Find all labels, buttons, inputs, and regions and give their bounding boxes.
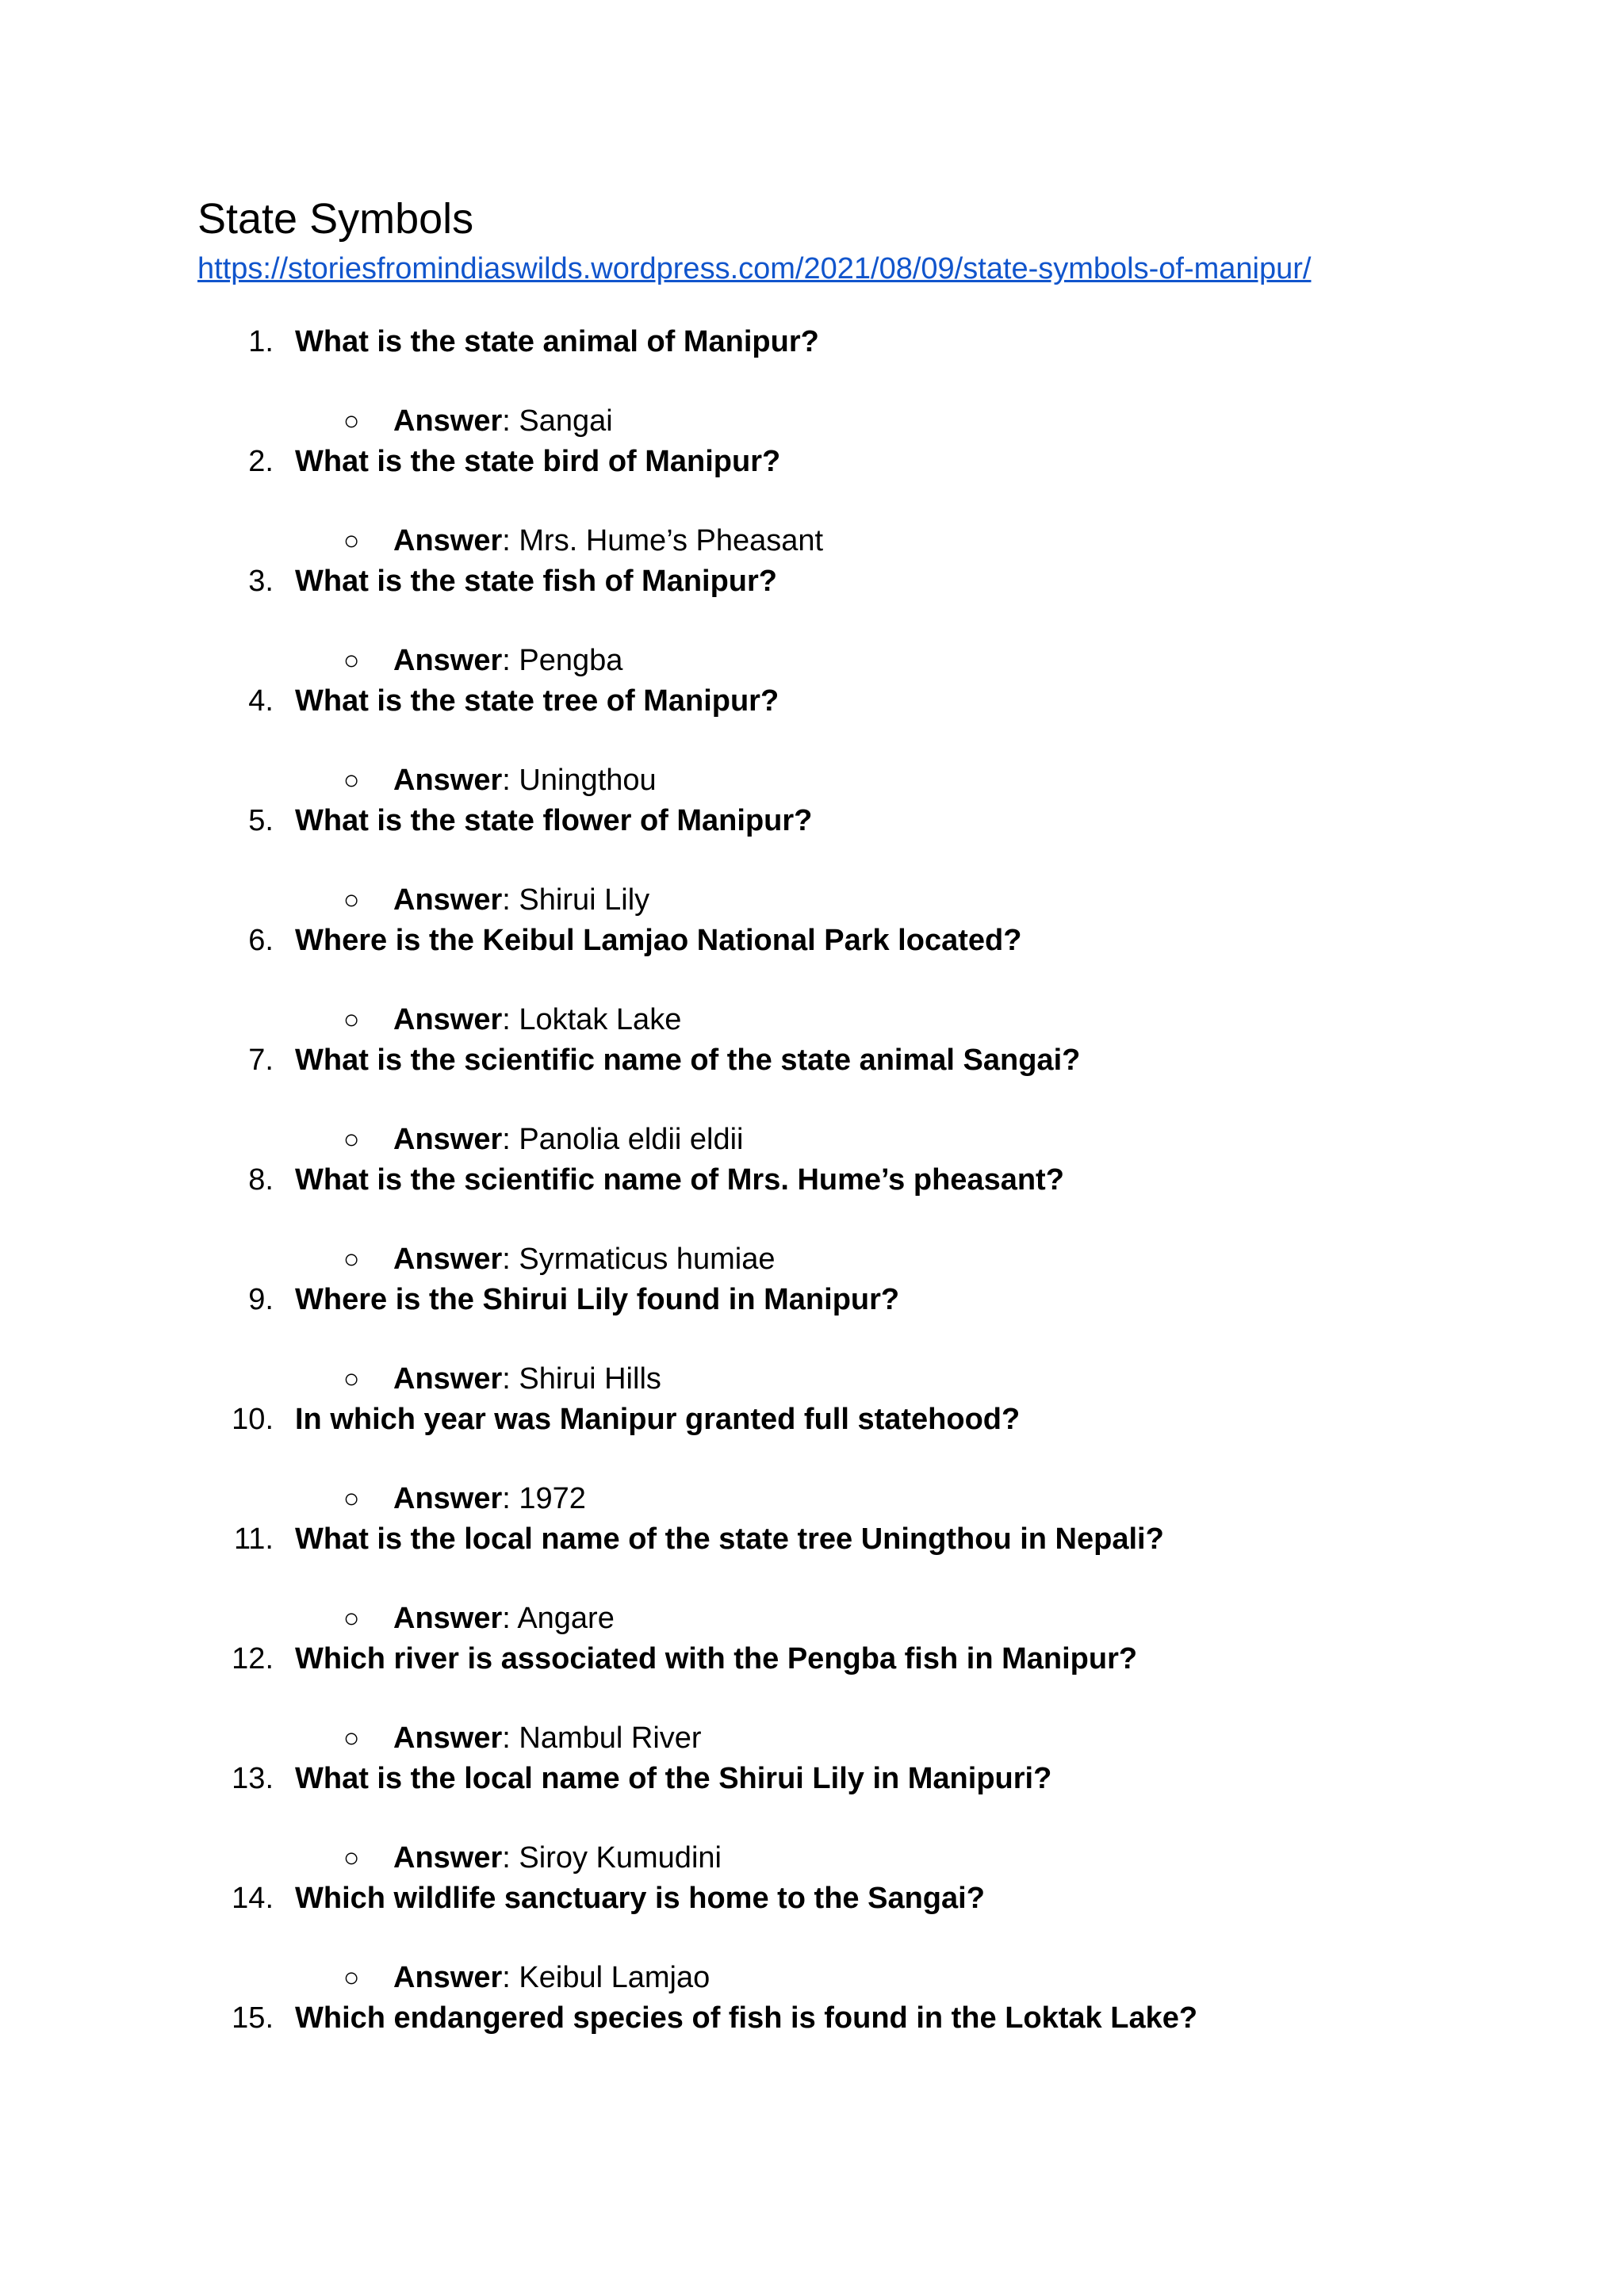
question-line	[0, 1158, 1624, 1202]
question-line	[0, 1756, 1624, 1801]
answer-label: Answer	[393, 1003, 503, 1036]
question-text: Which river is associated with the Pengba fish in Manipur?	[295, 1642, 1138, 1676]
answer-separator: :	[502, 1003, 519, 1036]
answer-line	[0, 1117, 1624, 1162]
bullet-circle-icon: ○	[343, 1843, 360, 1873]
question-line	[0, 439, 1624, 484]
question-text: Where is the Shirui Lily found in Manipur?	[295, 1283, 900, 1316]
question-number: 11.	[233, 1522, 274, 1556]
answer-label: Answer	[393, 1482, 503, 1515]
question-number: 5.	[248, 804, 274, 837]
source-link[interactable]: https://storiesfromindiaswilds.wordpress.com/2021/08/09/state-symbols-of-manipur/	[197, 252, 1312, 285]
bullet-circle-icon: ○	[343, 1484, 360, 1514]
question-line	[0, 559, 1624, 603]
question-line	[0, 798, 1624, 843]
answer-text	[393, 1716, 702, 1760]
question-number: 7.	[248, 1044, 274, 1077]
answer-value: Panolia eldii eldii	[519, 1123, 744, 1156]
answer-separator: :	[502, 404, 519, 438]
question-text: What is the local name of the state tree Uningthou in Nepali?	[295, 1522, 1164, 1556]
bullet-circle-icon: ○	[343, 1244, 360, 1274]
question-list	[0, 320, 1624, 2116]
answer-label: Answer	[393, 1123, 503, 1156]
question-text: What is the local name of the Shirui Lily in Manipuri?	[295, 1762, 1052, 1795]
question-number: 1.	[248, 325, 274, 358]
bullet-circle-icon: ○	[343, 526, 360, 556]
question-line	[0, 1517, 1624, 1561]
question-number: 2.	[248, 445, 274, 478]
question-number: 4.	[248, 684, 274, 718]
question-text: What is the scientific name of the state animal Sangai?	[295, 1044, 1081, 1077]
question-text: What is the scientific name of Mrs. Hume’s pheasant?	[295, 1163, 1064, 1197]
question-number: 14.	[232, 1882, 274, 1915]
answer-text	[393, 638, 622, 683]
answer-line	[0, 1237, 1624, 1281]
answer-value: Loktak Lake	[519, 1003, 682, 1036]
question-line	[0, 1876, 1624, 1921]
answer-text	[393, 1836, 722, 1880]
answer-line	[0, 1357, 1624, 1401]
answer-value: Sangai	[519, 404, 613, 438]
answer-line	[0, 1476, 1624, 1521]
answer-separator: :	[502, 1482, 519, 1515]
question-number: 12.	[232, 1642, 274, 1676]
answer-label: Answer	[393, 1721, 503, 1755]
answer-text	[393, 1357, 661, 1401]
list-item	[0, 1517, 1624, 1637]
answer-value: Uningthou	[519, 764, 657, 797]
answer-text	[393, 1955, 710, 2000]
answer-value: 1972	[519, 1482, 586, 1515]
answer-line	[0, 758, 1624, 802]
question-line	[0, 320, 1624, 364]
bullet-circle-icon: ○	[343, 1723, 360, 1753]
question-text: What is the state fish of Manipur?	[295, 565, 778, 598]
bullet-circle-icon: ○	[343, 1005, 360, 1035]
answer-value: Nambul River	[519, 1721, 702, 1755]
list-item	[0, 1876, 1624, 1996]
answer-text	[393, 878, 649, 922]
question-text: Where is the Keibul Lamjao National Park located?	[295, 924, 1022, 957]
answer-separator: :	[502, 1243, 519, 1276]
answer-label: Answer	[393, 1362, 503, 1396]
question-number: 3.	[248, 565, 274, 598]
answer-separator: :	[502, 883, 519, 917]
list-item	[0, 320, 1624, 439]
page-title: State Symbols	[197, 195, 474, 243]
answer-separator: :	[502, 1362, 519, 1396]
question-text: What is the state bird of Manipur?	[295, 445, 781, 478]
question-line	[0, 1996, 1624, 2040]
answer-text	[393, 399, 613, 443]
answer-label: Answer	[393, 524, 503, 557]
list-item	[0, 798, 1624, 918]
answer-line	[0, 1716, 1624, 1760]
bullet-circle-icon: ○	[343, 1364, 360, 1394]
bullet-circle-icon: ○	[343, 645, 360, 676]
list-item	[0, 1637, 1624, 1756]
answer-separator: :	[502, 1961, 519, 1994]
question-number: 13.	[232, 1762, 274, 1795]
list-item	[0, 1158, 1624, 1277]
question-line	[0, 679, 1624, 723]
list-item	[0, 1038, 1624, 1158]
answer-separator: :	[502, 764, 519, 797]
question-text: In which year was Manipur granted full statehood?	[295, 1403, 1021, 1436]
list-item	[0, 679, 1624, 798]
list-item	[0, 918, 1624, 1038]
answer-separator: :	[502, 1841, 519, 1875]
question-text: What is the state animal of Manipur?	[295, 325, 819, 358]
answer-text	[393, 758, 657, 802]
list-item	[0, 559, 1624, 679]
answer-value: Shirui Lily	[519, 883, 650, 917]
answer-value: Keibul Lamjao	[519, 1961, 710, 1994]
bullet-circle-icon: ○	[343, 765, 360, 795]
question-number: 9.	[248, 1283, 274, 1316]
list-item	[0, 439, 1624, 559]
question-line	[0, 1637, 1624, 1681]
answer-label: Answer	[393, 764, 503, 797]
question-text: Which endangered species of fish is found in the Loktak Lake?	[295, 2001, 1198, 2035]
list-item	[0, 1277, 1624, 1397]
question-number: 10.	[232, 1403, 274, 1436]
question-number: 8.	[248, 1163, 274, 1197]
answer-label: Answer	[393, 883, 503, 917]
bullet-circle-icon: ○	[343, 1124, 360, 1155]
question-number: 15.	[232, 2001, 274, 2035]
answer-text	[393, 1596, 615, 1641]
answer-line	[0, 1596, 1624, 1641]
answer-label: Answer	[393, 1602, 503, 1635]
bullet-circle-icon: ○	[343, 885, 360, 915]
answer-label: Answer	[393, 1841, 503, 1875]
answer-value: Pengba	[519, 644, 623, 677]
answer-value: Shirui Hills	[519, 1362, 661, 1396]
answer-line	[0, 519, 1624, 563]
bullet-circle-icon: ○	[343, 406, 360, 436]
answer-label: Answer	[393, 1243, 503, 1276]
answer-line	[0, 638, 1624, 683]
list-item	[0, 1756, 1624, 1876]
answer-value: Mrs. Hume’s Pheasant	[519, 524, 824, 557]
answer-text	[393, 1476, 586, 1521]
answer-separator: :	[502, 1123, 519, 1156]
question-line	[0, 1397, 1624, 1442]
answer-value: Siroy Kumudini	[519, 1841, 722, 1875]
answer-text	[393, 998, 681, 1042]
question-text: What is the state flower of Manipur?	[295, 804, 813, 837]
answer-separator: :	[502, 1602, 518, 1635]
list-item	[0, 1996, 1624, 2116]
bullet-circle-icon: ○	[343, 1963, 360, 1993]
list-item	[0, 1397, 1624, 1517]
answer-text	[393, 1237, 776, 1281]
question-text: Which wildlife sanctuary is home to the Sangai?	[295, 1882, 985, 1915]
answer-line	[0, 878, 1624, 922]
question-number: 6.	[248, 924, 274, 957]
answer-text	[393, 519, 823, 563]
answer-line	[0, 1836, 1624, 1880]
answer-value: Syrmaticus humiae	[519, 1243, 776, 1276]
question-text: What is the state tree of Manipur?	[295, 684, 779, 718]
answer-separator: :	[502, 644, 519, 677]
answer-label: Answer	[393, 644, 503, 677]
answer-text	[393, 1117, 743, 1162]
answer-label: Answer	[393, 1961, 503, 1994]
answer-line	[0, 1955, 1624, 2000]
question-line	[0, 918, 1624, 963]
answer-separator: :	[502, 1721, 519, 1755]
answer-separator: :	[502, 524, 519, 557]
answer-line	[0, 998, 1624, 1042]
answer-line	[0, 399, 1624, 443]
question-line	[0, 1038, 1624, 1082]
bullet-circle-icon: ○	[343, 1603, 360, 1633]
question-line	[0, 1277, 1624, 1322]
answer-label: Answer	[393, 404, 503, 438]
answer-value: Angare	[517, 1602, 615, 1635]
